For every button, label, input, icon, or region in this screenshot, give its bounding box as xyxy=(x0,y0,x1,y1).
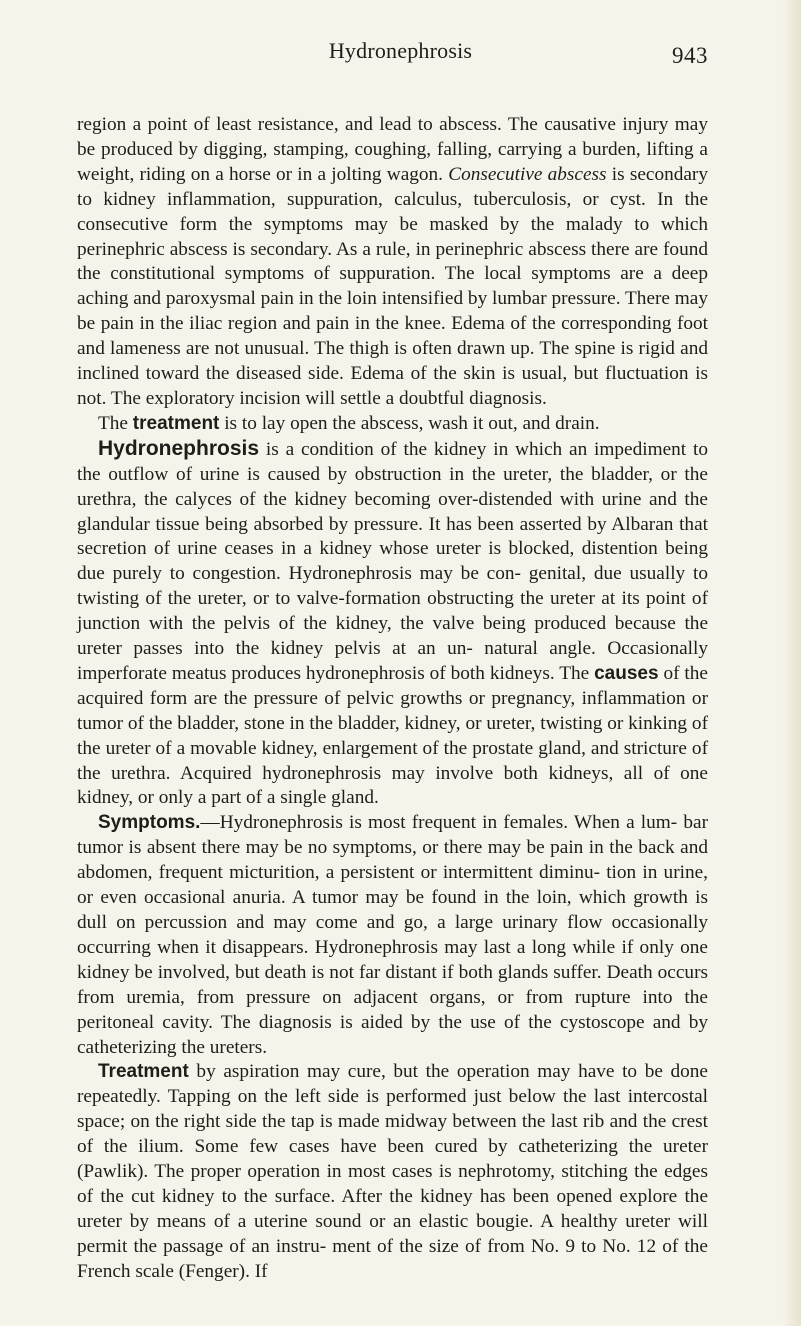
bold-run-in-heading: Symptoms. xyxy=(98,812,201,834)
paragraph xyxy=(77,1060,708,1284)
section-heading: Hydronephrosis xyxy=(98,436,260,460)
paragraph xyxy=(77,113,708,412)
text-run: is a condition of the kidney in which an impediment to the outflow of urine is caused by obstruction in the ureter, the bladder, or the urethra, the calyces of the kidney becoming over-distended with urine and the glandular tissue being absorbed by pressure. It has been asserted by Albaran that secretion of urine ceases in a kidney whose ureter is blocked, distention being due purely to congestion. Hydronephrosis may be con- genital, due usually to twisting of the ureter, or to valve-formation obstructing the ureter at its point of junction with the pelvis of the kidney, the valve being produced because the ureter passes into the kidney pelvis at an un- natural angle. Occasionally imperforate meatus produces hydronephrosis of both kidneys. The xyxy=(77,438,708,684)
running-title: Hydronephrosis xyxy=(328,38,473,63)
text-run: is to lay open the abscess, wash it out, and drain. xyxy=(219,412,600,434)
text-run: region a point of least resistance, and lead to abscess. The causative injury may be produced by digging, stamping, coughing, falling, carrying a burden, lifting a weight, riding on a horse or in a jolting wagon. xyxy=(77,114,708,185)
bold-run-in-heading: Treatment xyxy=(98,1061,189,1083)
text-run: —Hydronephrosis is most frequent in females. When a lum- bar tumor is absent there may be no symptoms, or there may be pain in the back and abdomen, frequent micturition, a persistent or intermittent diminu- tion in urine, or even occasional anuria. A tumor may be found in the loin, which growth is dull on percussion and may come and go, a large urinary flow occasionally occurring when it disappears. Hydronephrosis may last a long while if only one kidney be involved, but death is not far distant if both glands suffer. Death occurs from uremia, from pressure on adjacent organs, or from rupture into the peritoneal cavity. The diagnosis is aided by the use of the cystoscope and by catheterizing the ureters. xyxy=(77,812,708,1058)
body-text xyxy=(77,113,708,1285)
bold-run-in-heading: causes xyxy=(594,662,659,684)
page-number: 943 xyxy=(672,43,708,68)
bold-run-in-heading: treatment xyxy=(132,412,220,434)
text-run: by aspiration may cure, but the operation may have to be done repeatedly. Tapping on the left side is performed just below the last intercostal space; on the right side the tap is made midway between the last rib and the crest of the ilium. Some few cases have been cured by catheterizing the ureter (Pawlik). The proper operation in most cases is nephrotomy, stitching the edges of the cut kidney to the surface. After the kidney has been opened explore the ureter by means of a uterine sound or an elastic bougie. A healthy ureter will permit the passage of an instru- ment of the size of from No. 9 to No. 12 of the French scale (Fenger). If xyxy=(77,1061,708,1282)
text-run: of the acquired form are the pressure of pelvic growths or pregnancy, inflammation or tumor of the bladder, stone in the bladder, kidney, or ureter, twisting or kinking of the ureter of a movable kidney, enlargement of the prostate gland, and stricture of the urethra. Acquired hydronephrosis may involve both kidneys, all of one kidney, or only a part of a single gland. xyxy=(77,662,708,809)
page-header xyxy=(0,38,801,78)
italic-term: Consecutive abscess xyxy=(448,163,607,185)
paragraph xyxy=(77,412,708,437)
paragraph xyxy=(77,437,708,812)
text-run: The xyxy=(98,412,133,434)
paragraph xyxy=(77,811,708,1060)
page-edge-stain xyxy=(783,0,801,1326)
text-run: is secondary to kidney inflammation, suppuration, calculus, tuberculosis, or cyst. In the consecutive form the symptoms may be masked by the malady to which perinephric abscess is secondary. As a rule, in perinephric abscess there are found the constitutional symptoms of suppuration. The local symptoms are a deep aching and paroxysmal pain in the loin intensified by lumbar pressure. There may be pain in the iliac region and pain in the knee. Edema of the corresponding foot and lameness are not unusual. The thigh is often drawn up. The spine is rigid and inclined toward the diseased side. Edema of the skin is usual, but fluctuation is not. The exploratory incision will settle a doubtful diagnosis. xyxy=(77,163,708,409)
